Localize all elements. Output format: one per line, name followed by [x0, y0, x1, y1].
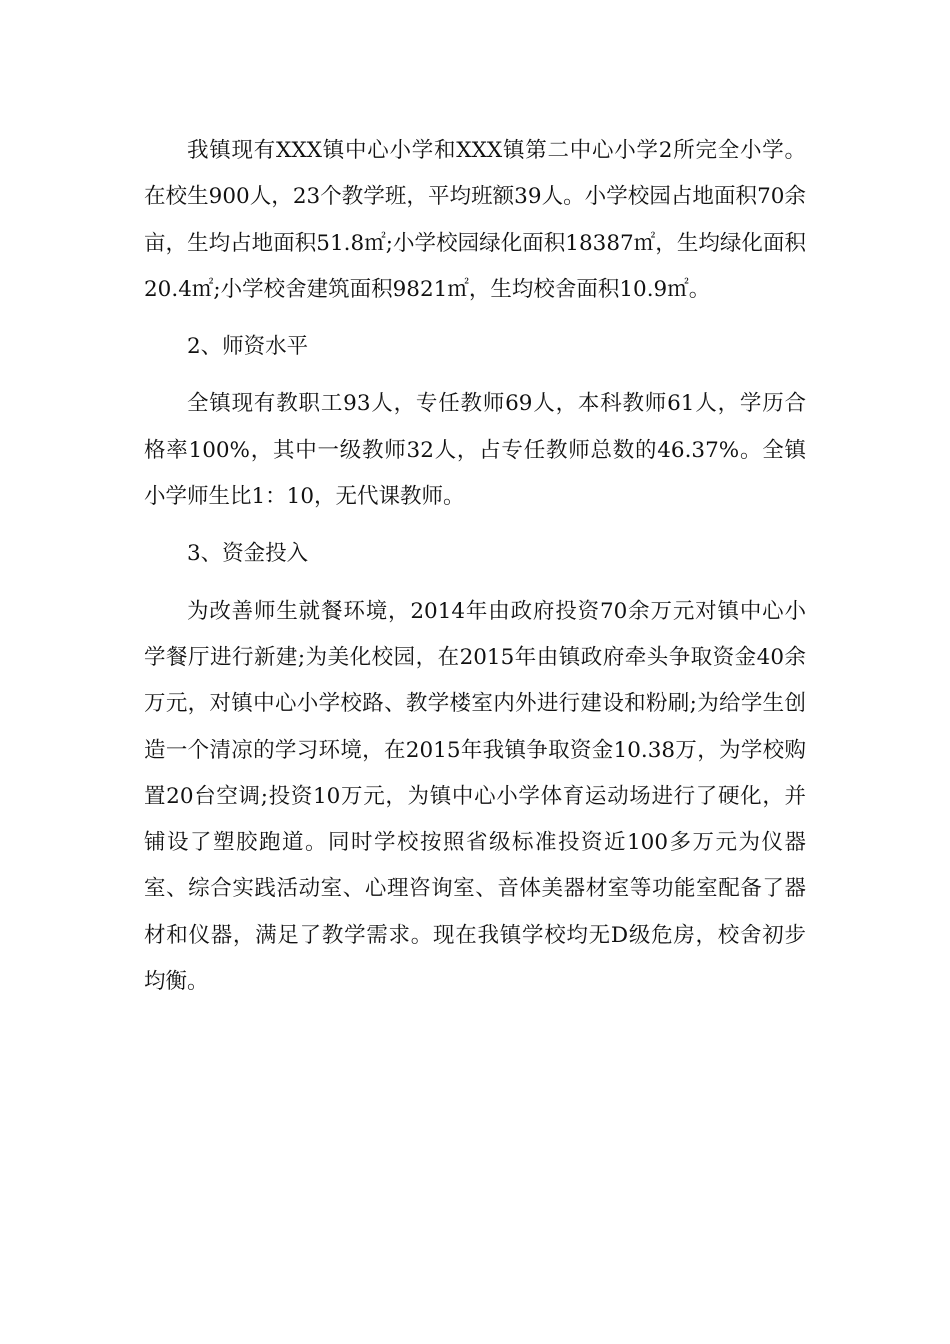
section-heading-teachers: 2、师资水平	[187, 334, 309, 360]
paragraph-teachers: 全镇现有教职工93人，专任教师69人，本科教师61人，学历合格率100%，其中一级教师32人，占专任教师总数的46.37%。全镇小学师生比1：10，无代课教师。	[144, 391, 806, 510]
document-body	[144, 128, 806, 1005]
paragraph-school-facilities: 我镇现有XXX镇中心小学和XXX镇第二中心小学2所完全小学。在校生900人，23个教学班，平均班额39人。小学校园占地面积70余亩，生均占地面积51.8㎡;小学校园绿化面积18387㎡，生均绿化面积20.4㎡;小学校舍建筑面积9821㎡，生均校舍面积10.9㎡。	[144, 138, 806, 302]
paragraph-funding: 为改善师生就餐环境，2014年由政府投资70余万元对镇中心小学餐厅进行新建;为美化校园，在2015年由镇政府牵头争取资金40余万元，对镇中心小学校路、教学楼室内外进行建设和粉刷;为给学生创造一个清凉的学习环境，在2015年我镇争取资金10.38万，为学校购置20台空调;投资10万元，为镇中心小学体育运动场进行了硬化，并铺设了塑胶跑道。同时学校按照省级标准投资近100多万元为仪器室、综合实践活动室、心理咨询室、音体美器材室等功能室配备了器材和仪器，满足了教学需求。现在我镇学校均无D级危房，校舍初步均衡。	[144, 598, 806, 995]
section-heading-funding: 3、资金投入	[187, 541, 309, 567]
